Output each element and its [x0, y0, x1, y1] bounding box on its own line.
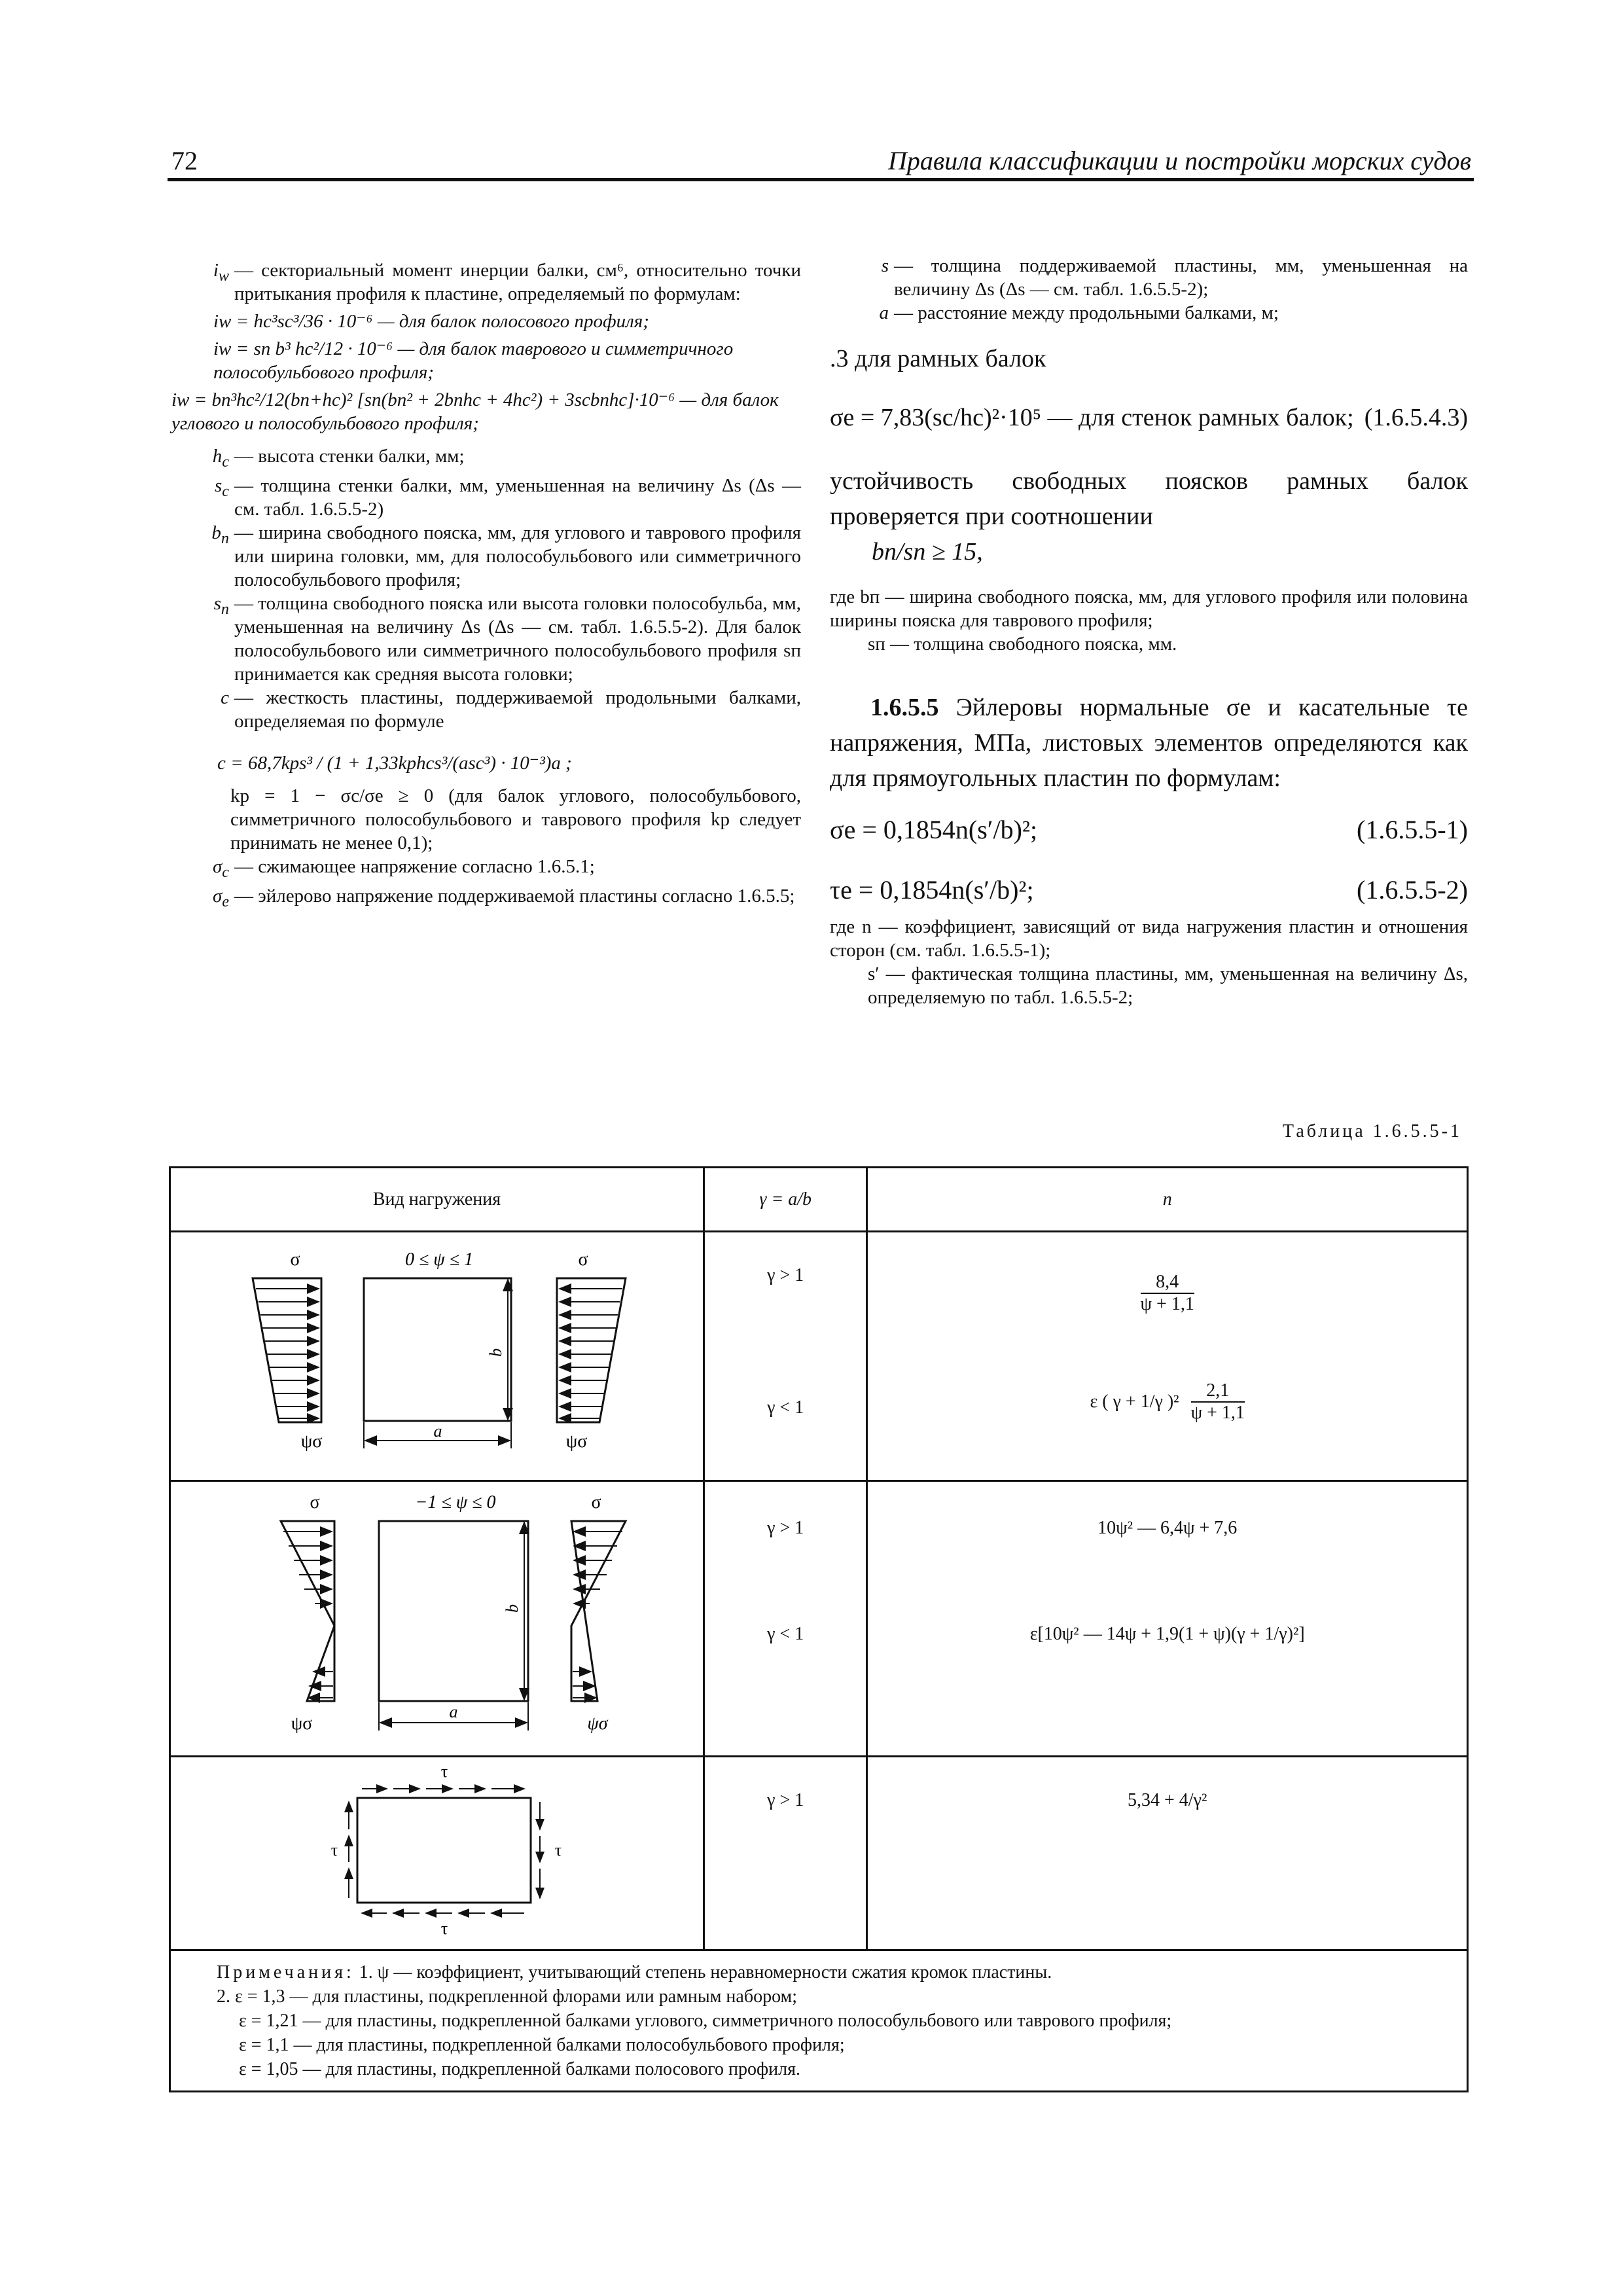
psi-sigma-right: ψσ — [565, 1431, 588, 1452]
table-caption: Таблица 1.6.5.5-1 — [1282, 1121, 1462, 1141]
gamma-gt: γ > 1 — [767, 1790, 804, 1810]
def-sc: $s_c$ — толщина стенки балки, мм, уменьшенная на величину Δs (Δs — см. табл. 1.6.5.5-2) — [214, 475, 801, 520]
page-number: 72 — [171, 146, 198, 175]
equation-1-6-5-4-3: σe = 7,83(sc/hc)²·10⁵ — для стенок рамных балок; (1.6.5.4.3) — [830, 404, 1468, 431]
def-sn: $s_п$ — толщина свободного пояска или высота головки полособульба, мм, уменьшенная на величину Δs (Δs — см. табл. 1.6.5.5-2). Для балок полособульбового или симметричного полособульбового профиля sп принимается как средняя высота головки; — [213, 592, 801, 685]
def-a: a — расстояние между продольными балками, м; — [879, 302, 1279, 323]
dim-a: a — [449, 1702, 458, 1721]
psi-sigma-right: ψσ — [587, 1713, 608, 1734]
right-column — [830, 254, 1468, 1009]
psi-range: 0 ≤ ψ ≤ 1 — [404, 1249, 474, 1270]
n-expression-4: ε[10ψ² — 14ψ + 1,9(1 + ψ)(γ + 1/γ)²] — [1029, 1624, 1305, 1644]
table-row — [170, 1481, 1468, 1757]
tau-label-top: τ — [440, 1762, 448, 1781]
left-column — [171, 259, 801, 913]
note-5: ε = 1,05 — для пластины, подкрепленной балками полосового профиля. — [239, 2059, 800, 2079]
def-s: s — толщина поддерживаемой пластины, мм, уменьшенная на величину Δs (Δs — см. табл. 1.6.5.5-2); — [881, 255, 1468, 300]
gamma-lt: γ < 1 — [767, 1624, 804, 1644]
def-sigma-c: $\sigma_c$ — сжимающее напряжение согласно 1.6.5.1; — [212, 855, 595, 881]
sigma-label-left: σ — [310, 1492, 320, 1513]
n-cell-2 — [867, 1481, 1468, 1757]
sigma-label-left: σ — [290, 1249, 300, 1270]
stability-condition: bп/sп ≥ 15, — [872, 538, 983, 565]
def-bn: $b_п$ — ширина свободного пояска, мм, для углового и таврового профиля или ширина головки, мм, для полособульбового или симметричного полособульбового профиля; — [211, 522, 801, 590]
table-notes — [170, 1950, 1468, 2092]
def-c: c — жесткость пластины, поддерживаемой продольными балками, определяемая по формуле — [221, 687, 801, 732]
formula-iw-1: iw = hc³sc³/36 · 10⁻⁶ — для балок полосового профиля; — [213, 311, 649, 332]
dim-a: a — [433, 1422, 442, 1441]
dim-b: b — [486, 1348, 505, 1357]
formula-iw-2: iw = sп b³ hc²/12 · 10⁻⁶ — для балок таврового и симметричного полособульбового профиля; — [213, 338, 734, 383]
psi-range: −1 ≤ ψ ≤ 0 — [415, 1492, 496, 1513]
n-expression-3: 10ψ² — 6,4ψ + 7,6 — [1097, 1518, 1238, 1538]
n-cell-1 — [867, 1232, 1468, 1481]
header-n: n — [867, 1168, 1468, 1232]
where-sn: sп — толщина свободного пояска, мм. — [868, 634, 1177, 655]
header-load-type: Вид нагружения — [170, 1168, 704, 1232]
table-row — [170, 1757, 1468, 1950]
load-diagram-shear — [171, 1757, 701, 1944]
formula-c: c = 68,7kps³ / (1 + 1,33kphcs³/(asc³) · 10⁻³)a ; — [217, 752, 572, 774]
table-1-6-5-5-1 — [169, 1166, 1469, 2092]
psi-sigma-left: ψσ — [300, 1431, 323, 1452]
n-cell-3 — [867, 1757, 1468, 1950]
n-expression-2: ε ( γ + 1/γ )² 2,1 ψ + 1,1 — [1090, 1380, 1245, 1423]
gamma-cell-1 — [704, 1232, 866, 1481]
stability-text: устойчивость свободных поясков рамных балок проверяется при соотношении — [830, 467, 1468, 530]
gamma-lt: γ < 1 — [767, 1397, 804, 1418]
table-header-row — [170, 1168, 1468, 1232]
def-hc: $h_c$ — высота стенки балки, мм; — [212, 446, 465, 471]
equation-1-6-5-5-2: τe = 0,1854n(s′/b)²; (1.6.5.5-2) — [830, 875, 1468, 905]
formula-iw-3: iw = bп³hc²/12(bп+hc)² [sп(bп² + 2bпhc + 4hc²) + 3scbпhc]·10⁻⁶ — для балок углового и полособульбового профиля; — [171, 389, 779, 434]
table-row — [170, 1232, 1468, 1481]
header-rule — [168, 178, 1474, 181]
note-1: Примечания: 1. ψ — коэффициент, учитывающий степень неравномерности сжатия кромок пластины. — [217, 1962, 1052, 1982]
equation-1-6-5-5-1: σe = 0,1854n(s′/b)²; (1.6.5.5-1) — [830, 815, 1468, 844]
sigma-label-right: σ — [578, 1249, 588, 1270]
note-2: 2. ε = 1,3 — для пластины, подкрепленной флорами или рамным набором; — [217, 1986, 798, 2007]
running-title: Правила классификации и постройки морских судов — [887, 146, 1471, 175]
def-s-prime: s′ — фактическая толщина пластины, мм, уменьшенная на величину Δs, определяемую по табл. 1.6.5.5-2; — [868, 963, 1468, 1008]
tau-label-left: τ — [330, 1840, 338, 1859]
figure-cell-3 — [170, 1757, 704, 1950]
load-diagram-compression-1 — [171, 1232, 701, 1475]
gamma-cell-3 — [704, 1757, 866, 1950]
gamma-gt: γ > 1 — [767, 1265, 804, 1285]
def-kp: kp = 1 − σc/σe ≥ 0 (для балок углового, полособульбового, симметричного полособульбового и таврового профиля kp следует принимать не менее 0,1); — [230, 785, 801, 853]
n-fraction-1: $\frac{8,4}{\psi + 1,1}$ — [1140, 1272, 1194, 1314]
sigma-label-right: σ — [591, 1492, 601, 1513]
note-4: ε = 1,1 — для пластины, подкрепленной балками полособульбового профиля; — [239, 2035, 845, 2055]
figure-cell-2 — [170, 1481, 704, 1757]
gamma-cell-2 — [704, 1481, 866, 1757]
figure-cell-1 — [170, 1232, 704, 1481]
dim-b: b — [503, 1604, 522, 1613]
header-gamma: γ = a/b — [704, 1168, 866, 1232]
tau-label-bottom: τ — [440, 1919, 448, 1938]
n-expression-5: 5,34 + 4/γ² — [1128, 1790, 1207, 1810]
load-diagram-bending — [171, 1482, 701, 1750]
psi-sigma-left: ψσ — [291, 1713, 313, 1734]
def-n: где n — коэффициент, зависящий от вида нагружения пластин и отношения сторон (см. табл. 1.6.5.5-1); — [830, 916, 1468, 961]
tau-label-right: τ — [554, 1840, 562, 1859]
section-1-6-5-5: 1.6.5.5 Эйлеровы нормальные σe и касательные τe напряжения, МПа, листовых элементов определяются как для прямоугольных пластин по формулам: — [830, 694, 1469, 792]
note-3: ε = 1,21 — для пластины, подкрепленной балками углового, симметричного полособульбового или таврового профиля; — [239, 2011, 1172, 2031]
table-notes-row — [170, 1950, 1468, 2092]
gamma-gt: γ > 1 — [767, 1518, 804, 1538]
def-sigma-e: $\sigma_e$ — эйлерово напряжение поддерживаемой пластины согласно 1.6.5.5; — [212, 885, 795, 910]
subsection-3: .3 для рамных балок — [830, 345, 1046, 372]
def-iw: $i_w$ — секториальный момент инерции балки, см⁶, относительно точки притыкания профиля к пластине, определяемый по формулам: — [213, 260, 801, 304]
where-bn: где bп — ширина свободного пояска, мм, для углового профиля или половина ширины пояска для таврового профиля; — [830, 586, 1468, 631]
